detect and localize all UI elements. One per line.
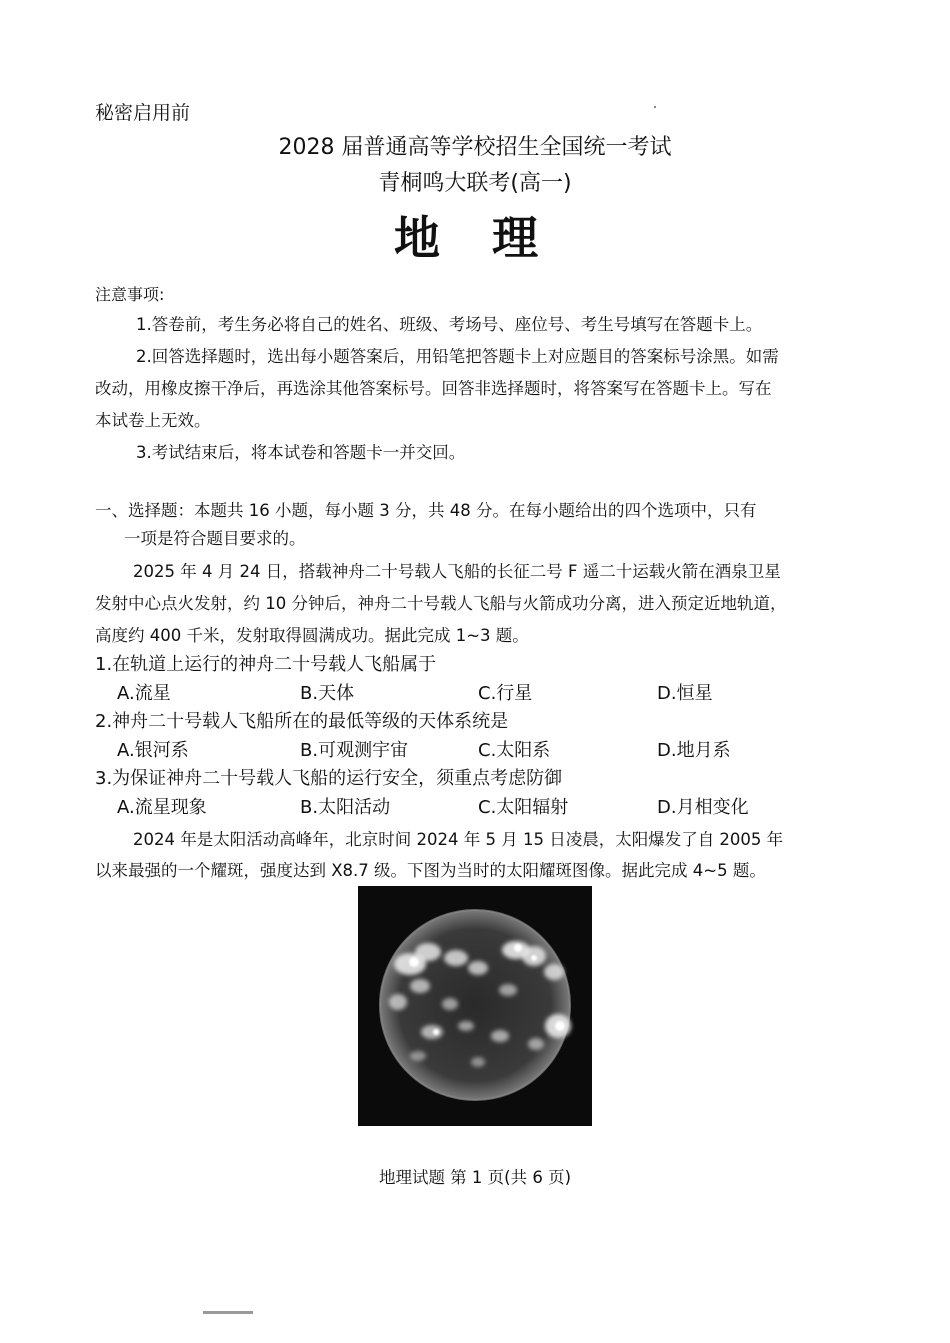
passage-1-line-3: 高度约 400 千米，发射取得圆满成功。据此完成 1~3 题。 <box>95 626 529 645</box>
question-2-option-c: C.太阳系 <box>478 740 551 761</box>
section-heading-line-1: 一、选择题：本题共 16 小题，每小题 3 分，共 48 分。在每小题给出的四个选项中，只有 <box>95 501 757 520</box>
scan-dash-mark <box>203 1311 253 1314</box>
exam-subtitle: 青桐鸣大联考(高一) <box>378 171 572 196</box>
secret-label: 秘密启用前 <box>95 102 191 124</box>
notes-heading: 注意事项: <box>95 285 165 304</box>
passage-2-line-2: 以来最强的一个耀斑，强度达到 X8.7 级。下图为当时的太阳耀斑图像。据此完成 4~5 题。 <box>95 861 766 880</box>
subject-title: 地 理 <box>393 211 556 265</box>
passage-1-line-2: 发射中心点火发射，约 10 分钟后，神舟二十号载人飞船与火箭成功分离，进入预定近地轨道， <box>95 594 787 613</box>
question-2-option-d: D.地月系 <box>657 740 731 761</box>
question-1-option-b: B.天体 <box>300 683 355 704</box>
question-1-option-d: D.恒星 <box>657 683 713 704</box>
question-3-option-b: B.太阳活动 <box>300 797 391 818</box>
question-3-stem: 3.为保证神舟二十号载人飞船的运行安全，须重点考虑防御 <box>95 768 563 789</box>
question-2-option-b: B.可观测宇宙 <box>300 740 409 761</box>
passage-1-line-1: 2025 年 4 月 24 日，搭载神舟二十号载人飞船的长征二号 F 遥二十运载火箭在酒泉卫星 <box>133 562 781 581</box>
question-3-option-c: C.太阳辐射 <box>478 797 569 818</box>
page-footer: 地理试题 第 1 页(共 6 页) <box>378 1168 572 1187</box>
question-1-option-c: C.行星 <box>478 683 533 704</box>
notes-item-2-line-3: 本试卷上无效。 <box>95 411 211 430</box>
scan-speck <box>654 106 656 108</box>
question-3-option-d: D.月相变化 <box>657 797 749 818</box>
notes-item-3: 3.考试结束后，将本试卷和答题卡一并交回。 <box>136 443 466 462</box>
exam-title: 2028 届普通高等学校招生全国统一考试 <box>278 135 672 160</box>
question-1-option-a: A.流星 <box>117 683 171 704</box>
section-heading-line-2: 一项是符合题目要求的。 <box>124 529 306 548</box>
notes-item-2-line-1: 2.回答选择题时，选出每小题答案后，用铅笔把答题卡上对应题目的答案标号涂黑。如需 <box>136 347 779 366</box>
question-2-stem: 2.神舟二十号载人飞船所在的最低等级的天体系统是 <box>95 711 509 732</box>
notes-item-2-line-2: 改动，用橡皮擦干净后，再选涂其他答案标号。回答非选择题时，将答案写在答题卡上。写在 <box>95 379 772 398</box>
question-1-stem: 1.在轨道上运行的神舟二十号载人飞船属于 <box>95 654 437 675</box>
passage-2-line-1: 2024 年是太阳活动高峰年，北京时间 2024 年 5 月 15 日凌晨，太阳爆发了自 2005 年 <box>133 830 784 849</box>
notes-item-1: 1.答卷前，考生务必将自己的姓名、班级、考场号、座位号、考生号填写在答题卡上。 <box>136 315 763 334</box>
question-2-option-a: A.银河系 <box>117 740 189 761</box>
solar-flare-image <box>358 886 592 1126</box>
question-3-option-a: A.流星现象 <box>117 797 207 818</box>
